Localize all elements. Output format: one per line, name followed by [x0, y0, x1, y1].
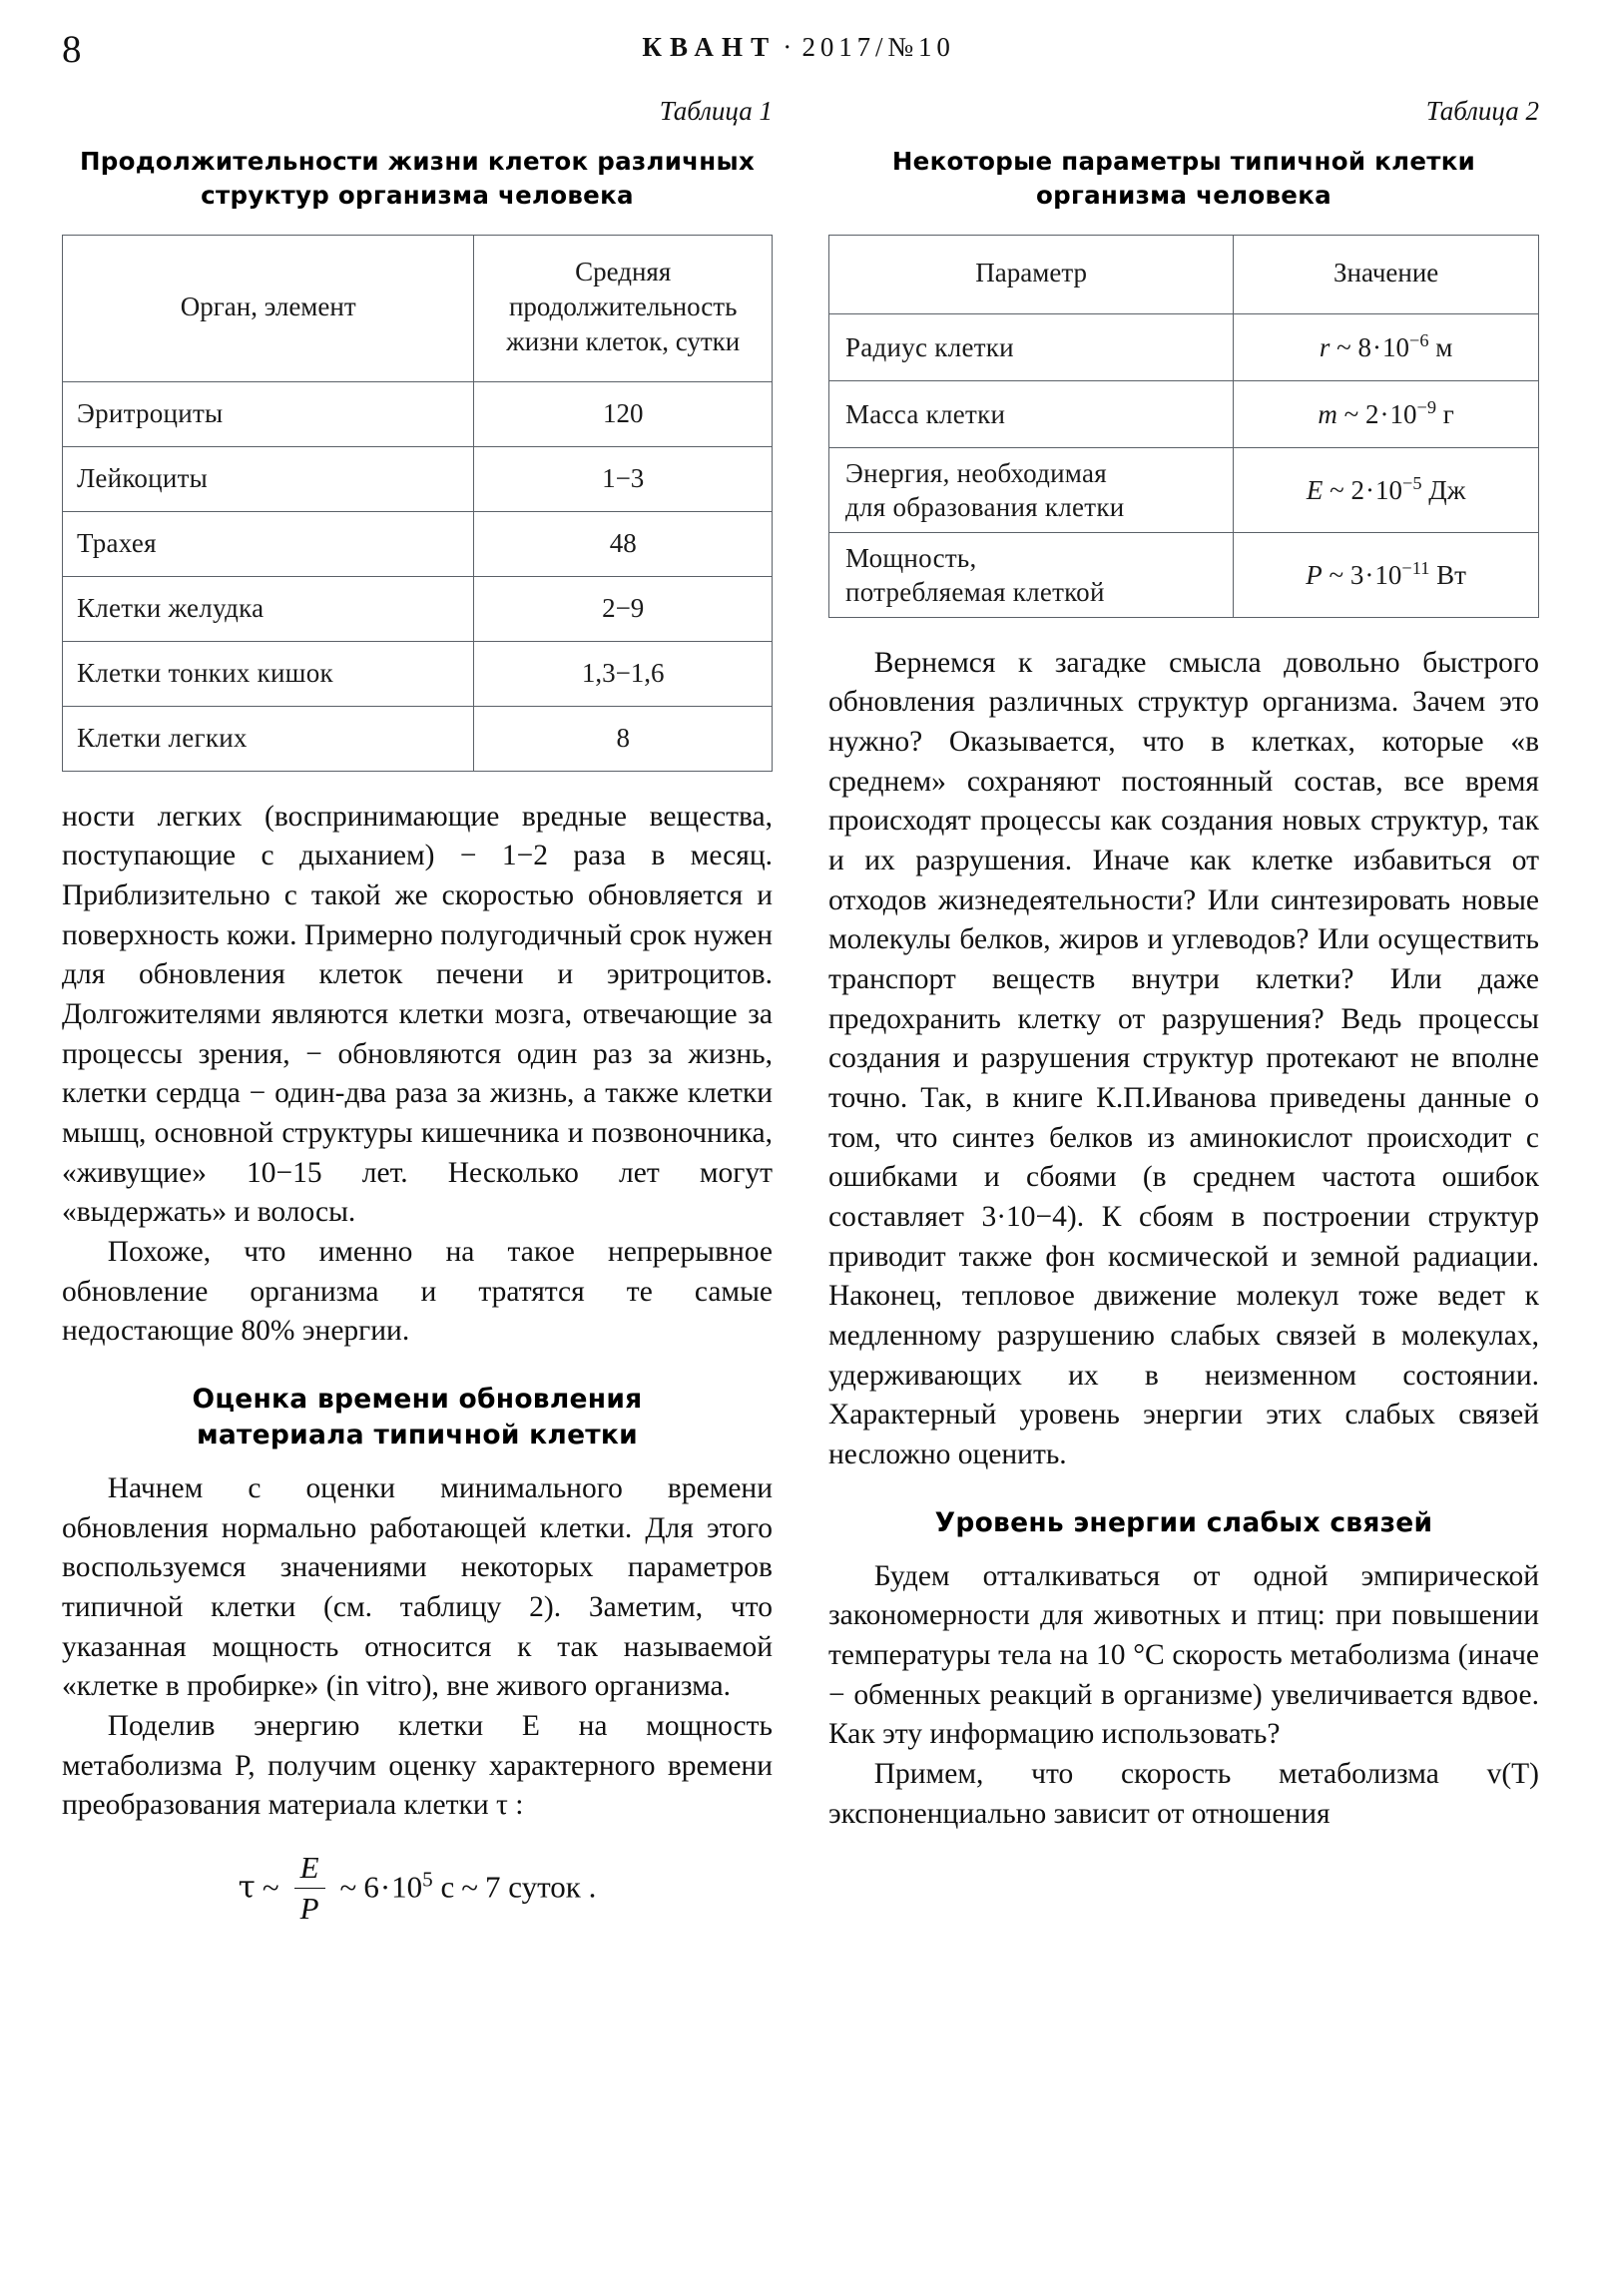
section-heading-line1: Оценка времени обновления	[192, 1384, 643, 1415]
table2-exponent: −9	[1416, 397, 1437, 418]
table-row	[63, 511, 773, 576]
formula-rel3: ~	[461, 1869, 478, 1905]
table2-parameter	[829, 447, 1234, 532]
formula-rel2: ~	[339, 1869, 357, 1905]
table-row	[63, 706, 773, 771]
table1-organ: Лейкоциты	[63, 446, 474, 511]
table2-value	[1234, 380, 1539, 447]
table2-base: 10	[1375, 475, 1402, 506]
table-row	[829, 532, 1539, 617]
journal-issue: 2017/№10	[801, 32, 955, 62]
multiplication-dot: ·	[1372, 332, 1381, 363]
table1-title-line1: Продолжительности жизни клеток различных	[79, 147, 756, 176]
table-row	[829, 313, 1539, 380]
table-row	[63, 381, 773, 446]
formula-period: .	[588, 1869, 597, 1905]
formula-unit1: с	[440, 1869, 455, 1905]
table2-mantissa: 2	[1350, 475, 1364, 506]
left-paragraph-4: Поделив энергию клетки E на мощность метаболизма P, получим оценку характерного времени преобразования материала клетки τ :	[62, 1710, 773, 1822]
table2-exponent: −5	[1402, 473, 1422, 494]
formula-base: 10	[391, 1869, 423, 1905]
left-paragraph-3: Начнем с оценки минимального времени обновления нормально работающей клетки. Для этого воспользуемся значениями некоторых параметров типичной клетки (см. таблицу 2). Заметим, что указанная мощность относится к так называемой «клетке в пробирке» (in vitro), вне живого организма.	[62, 1472, 773, 1703]
section-heading-weak-bonds: Уровень энергии слабых связей	[934, 1506, 1433, 1538]
formula-mantissa: 6	[363, 1869, 379, 1905]
formula-exponent: 5	[422, 1867, 433, 1892]
formula-tau: τ	[238, 1869, 256, 1906]
section-heading-line2: материала типичной клетки	[196, 1420, 639, 1451]
table2-base: 10	[1382, 332, 1409, 363]
formula-value2: 7	[485, 1869, 501, 1905]
table2-title-line2: организма человека	[1036, 180, 1331, 210]
table2-value	[1234, 313, 1539, 380]
table2-relation: ~	[1330, 475, 1344, 506]
table2-value	[1234, 447, 1539, 532]
multiplication-dot: ·	[1365, 475, 1374, 506]
formula-denominator: P	[299, 1891, 319, 1927]
table-row	[829, 447, 1539, 532]
formula-numerator: E	[294, 1850, 325, 1889]
table1-col2-header-line1: Средняя	[575, 256, 672, 287]
table1	[62, 235, 773, 772]
table2-parameter	[829, 532, 1234, 617]
table2-mantissa: 8	[1357, 332, 1371, 363]
right-paragraph-2: Будем отталкиваться от одной эмпирической закономерности для животных и птиц: при повышении температуры тела на 10 °C скорость метаболизма (иначе − обменных реакций в организме) увеличивается вдвое. Как эту информацию использовать?	[828, 1559, 1539, 1751]
table1-organ: Трахея	[63, 511, 474, 576]
multiplication-dot: ·	[379, 1869, 391, 1905]
table2-parameter	[829, 313, 1234, 380]
table2-symbol: r	[1319, 332, 1331, 363]
table2-exponent: −11	[1401, 558, 1430, 579]
section-heading-cell-renewal	[62, 1382, 773, 1453]
right-paragraph-3: Примем, что скорость метаболизма v(T) экспоненциально зависит от отношения	[828, 1758, 1539, 1830]
table1-lifespan: 48	[474, 511, 773, 576]
table1-lifespan: 1,3−1,6	[474, 641, 773, 706]
left-paragraph-1: ности легких (воспринимающие вредные вещества, поступающие с дыханием) − 1−2 раза в месяц. Приблизительно с такой же скоростью обновляется и поверхность кожи. Примерно полугодичный срок нужен для обновления клеток печени и эритроцитов. Долгожителями являются клетки мозга, отвечающие за процессы зрения, − обновляются один раз за жизнь, клетки сердца − один-два раза за жизнь, а также клетки мышц, основной структуры кишечника и позвоночника, «живущие» 10−15 лет. Несколько лет могут «выдержать» и волосы.	[62, 800, 773, 1229]
journal-header	[62, 32, 1535, 63]
table1-col2-header	[474, 235, 773, 381]
multiplication-dot: ·	[1379, 399, 1389, 430]
table2-unit: Вт	[1436, 560, 1466, 591]
table2-title	[828, 145, 1539, 213]
table1-title	[62, 145, 773, 213]
table1-col1-header: Орган, элемент	[63, 235, 474, 381]
table2-title-line1: Некоторые параметры типичной клетки	[891, 147, 1476, 176]
table1-title-line2: структур организма человека	[201, 180, 634, 210]
table2-unit: Дж	[1428, 475, 1466, 506]
table2-base: 10	[1374, 560, 1402, 591]
spacer	[828, 618, 1539, 644]
table2-unit: г	[1442, 399, 1454, 430]
table1-label: Таблица 1	[659, 96, 773, 126]
table1-lifespan: 1−3	[474, 446, 773, 511]
table2-parameter-line2: для образования клетки	[845, 491, 1125, 522]
table-row	[829, 380, 1539, 447]
table2-col1-header: Параметр	[829, 235, 1234, 313]
spacer	[62, 772, 773, 798]
table1-header-row	[63, 235, 773, 381]
table2-exponent: −6	[1409, 330, 1429, 351]
right-column	[828, 96, 1539, 1835]
table-row	[63, 446, 773, 511]
tau-formula	[62, 1852, 773, 1929]
table2-symbol: E	[1306, 475, 1324, 506]
table1-organ: Клетки легких	[63, 706, 474, 771]
table-row	[63, 641, 773, 706]
table2-parameter-line1: Радиус клетки	[845, 331, 1014, 362]
formula-fraction	[294, 1850, 325, 1927]
left-column	[62, 96, 773, 1929]
table2-col2-header: Значение	[1234, 235, 1539, 313]
table2-base: 10	[1389, 399, 1417, 430]
table2	[828, 235, 1539, 618]
left-paragraph-2: Похоже, что именно на такое непрерывное обновление организма и тратятся те самые недостающие 80% энергии.	[62, 1235, 773, 1348]
right-paragraph-1: Вернемся к загадке смысла довольно быстрого обновления различных структур организма. Зачем это нужно? Оказывается, что в клетках, которые «в среднем» сохраняют постоянный состав, все время происходят процессы как создания новых структур, так и их разрушения. Иначе как клетке избавиться от отходов жизнедеятельности? Или синтезировать новые молекулы белков, жиров и углеводов? Или осуществить транспорт веществ внутри клетки? Или даже предохранить клетку от разрушения? Ведь процессы создания и разрушения структур протекают не вполне точно. Так, в книге К.П.Иванова приведены данные о том, что синтез белков из аминокислот происходит с ошибками и сбоями (в среднем частота ошибок составляет 3·10−4). К сбоям в построении структур приводит также фон космической и земной радиации. Наконец, тепловое движение молекул тоже ведет к медленному разрушению слабых связей в молекулах, удерживающих их в неизменном состоянии. Характерный уровень энергии этих слабых связей несложно оценить.	[828, 646, 1539, 1471]
journal-separator: ·	[783, 32, 797, 62]
table2-parameter-line1: Масса клетки	[845, 398, 1006, 429]
table-row	[63, 576, 773, 641]
table2-parameter	[829, 380, 1234, 447]
table2-relation: ~	[1343, 399, 1359, 430]
table1-col2-header-line2: продолжительность	[508, 291, 738, 322]
table1-organ: Клетки желудка	[63, 576, 474, 641]
running-head	[62, 0, 1535, 96]
table1-organ: Клетки тонких кишок	[63, 641, 474, 706]
table1-organ: Эритроциты	[63, 381, 474, 446]
table2-symbol: P	[1306, 560, 1323, 591]
table2-unit: м	[1435, 332, 1453, 363]
table2-relation: ~	[1329, 560, 1344, 591]
table2-value	[1234, 532, 1539, 617]
table1-lifespan: 120	[474, 381, 773, 446]
table2-parameter-line1: Мощность,	[845, 542, 977, 573]
formula-rel1: ~	[262, 1869, 279, 1905]
table2-label: Таблица 2	[1425, 96, 1539, 126]
page-number: 8	[62, 28, 82, 71]
formula-unit2: суток	[508, 1869, 581, 1905]
table2-symbol: m	[1318, 399, 1337, 430]
journal-title: КВАНТ	[642, 32, 778, 62]
two-column-layout	[62, 96, 1539, 1929]
table2-header-row	[829, 235, 1539, 313]
multiplication-dot: ·	[1364, 560, 1374, 591]
table1-lifespan: 8	[474, 706, 773, 771]
table2-parameter-line2: потребляемая клеткой	[845, 576, 1105, 607]
table2-parameter-line1: Энергия, необходимая	[845, 457, 1107, 488]
table2-relation: ~	[1336, 332, 1351, 363]
table2-mantissa: 3	[1349, 560, 1364, 591]
table1-col2-header-line3: жизни клеток, сутки	[506, 326, 741, 357]
table1-lifespan: 2−9	[474, 576, 773, 641]
table2-mantissa: 2	[1365, 399, 1379, 430]
